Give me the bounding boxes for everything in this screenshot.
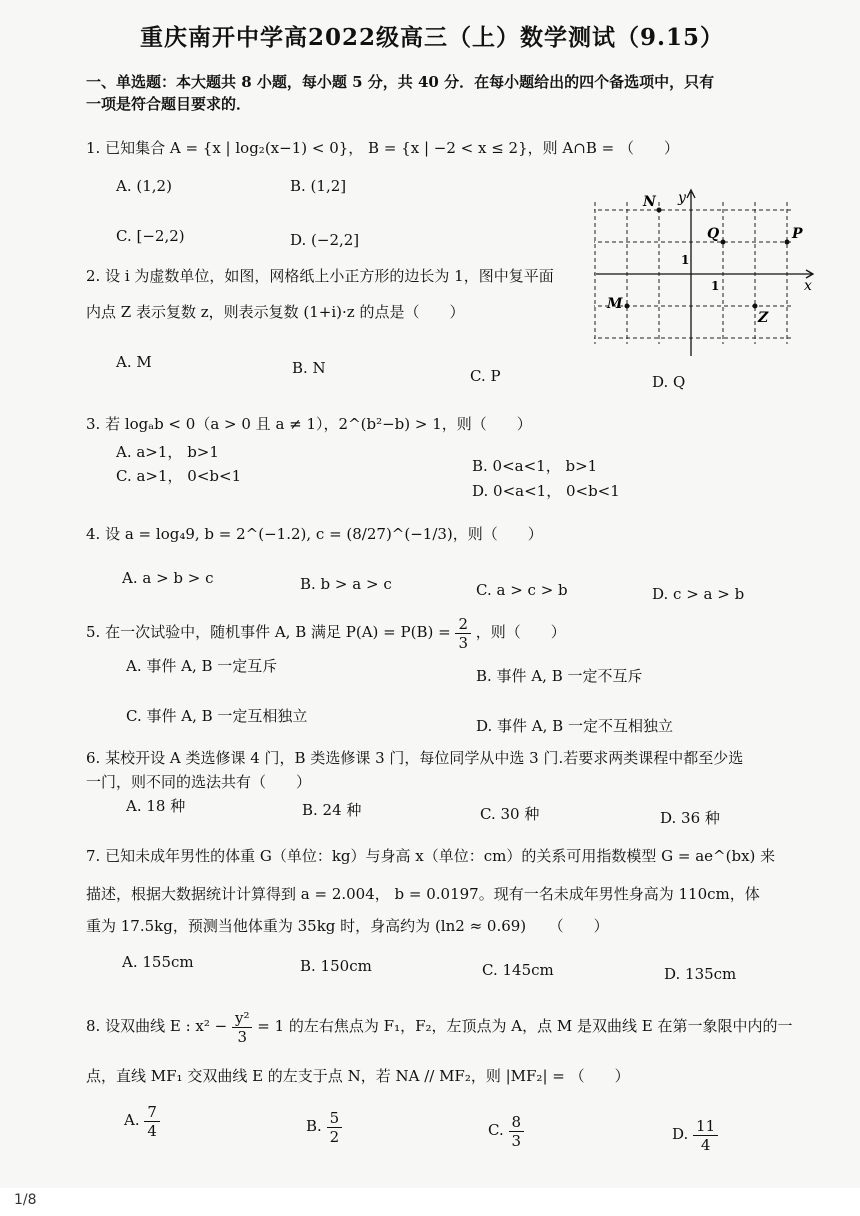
q4-option-d: D. c > a > b <box>652 585 745 603</box>
q3-option-a: A. a>1， b>1 <box>116 443 219 461</box>
q5-stem <box>86 612 566 652</box>
point-q <box>721 240 726 245</box>
point-n <box>657 208 662 213</box>
q8-option-c-den: 3 <box>511 1131 522 1150</box>
q8-stem-line2: 点，直线 MF₁ 交双曲线 E 的左支于点 N，若 NA // MF₂，则 |MF₂| = （ ） <box>86 1067 630 1085</box>
q8-stem-pre: 8. 设双曲线 E : x² − <box>86 1017 228 1035</box>
q8-option-c-fraction <box>509 1113 525 1150</box>
q6-option-a: A. 18 种 <box>126 797 186 815</box>
q3-option-c: C. a>1， 0<b<1 <box>116 467 242 485</box>
point-p <box>785 240 790 245</box>
q5-option-a: A. 事件 A, B 一定互斥 <box>126 657 278 675</box>
q5-frac-den: 3 <box>458 633 468 652</box>
q8-option-d-fraction <box>693 1117 718 1154</box>
q8-option-a-fraction <box>144 1103 160 1140</box>
q1-option-d: D. (−2,2] <box>290 231 360 249</box>
q8-option-a-num: 7 <box>144 1103 160 1122</box>
point-label-q: Q <box>707 226 720 242</box>
q8-option-d-num: 11 <box>693 1117 718 1136</box>
q5-option-d: D. 事件 A, B 一定不互相独立 <box>476 717 673 735</box>
q7-stem-line2: 描述，根据大数据统计计算得到 a = 2.004， b = 0.0197。现有一名未成年男性身高为 110cm，体 <box>86 885 760 903</box>
q4-option-a: A. a > b > c <box>122 569 214 587</box>
q4-option-b: B. b > a > c <box>300 575 392 593</box>
point-label-p: P <box>792 226 803 242</box>
q1-option-c: C. [−2,2) <box>116 227 185 245</box>
point-label-n: N <box>643 194 656 210</box>
q8-option-c-label: C. <box>488 1121 504 1139</box>
q7-stem-line3: 重为 17.5kg，预测当他体重为 35kg 时，身高约为 (ln2 ≈ 0.69) （ ） <box>86 917 609 935</box>
q2-option-d: D. Q <box>652 373 686 391</box>
q4-option-c: C. a > c > b <box>476 581 568 599</box>
q3-option-b: B. 0<a<1， b>1 <box>472 457 598 475</box>
point-m <box>625 304 630 309</box>
x-axis-label: x <box>804 278 812 294</box>
q8-option-d-label: D. <box>672 1125 689 1143</box>
q4-stem: 4. 设 a = log₄9, b = 2^(−1.2), c = (8/27)^(−1/3)，则（ ） <box>86 525 543 543</box>
q6-option-c: C. 30 种 <box>480 805 540 823</box>
q8-option-b-label: B. <box>306 1117 322 1135</box>
q5-fraction <box>455 615 471 652</box>
q5-option-c: C. 事件 A, B 一定互相独立 <box>126 707 308 725</box>
complex-plane-grid-figure <box>594 186 824 358</box>
q8-option-d-den: 4 <box>700 1135 711 1154</box>
q8-frac-den: 3 <box>237 1027 247 1046</box>
q8-option-a-den: 4 <box>147 1121 157 1140</box>
q8-stem-post: = 1 的左右焦点为 F₁，F₂，左顶点为 A，点 M 是双曲线 E 在第一象限中内的一 <box>257 1017 793 1035</box>
q8-option-b-den: 2 <box>329 1127 340 1146</box>
q1-option-a: A. (1,2) <box>116 177 172 195</box>
section-instruction-line2: 一项是符合题目要求的． <box>86 95 252 113</box>
q2-stem-line2: 内点 Z 表示复数 z，则表示复数 (1+i)·z 的点是（ ） <box>86 303 465 321</box>
q2-option-a: A. M <box>116 353 152 371</box>
q8-option-a <box>124 1100 160 1140</box>
q2-option-b: B. N <box>292 359 326 377</box>
q8-option-a-label: A. <box>124 1111 140 1129</box>
q3-stem: 3. 若 logₐb < 0（a > 0 且 a ≠ 1），2^(b²−b) > 1，则（ ） <box>86 415 532 433</box>
q8-option-b <box>306 1106 342 1146</box>
q8-fraction <box>232 1009 253 1046</box>
q8-option-c <box>488 1110 524 1150</box>
q7-option-a: A. 155cm <box>122 953 194 971</box>
q8-option-b-num: 5 <box>327 1109 343 1128</box>
q3-option-d: D. 0<a<1， 0<b<1 <box>472 482 620 500</box>
y-axis-label: y <box>678 190 686 206</box>
q8-frac-num: y² <box>232 1009 253 1028</box>
q5-option-b: B. 事件 A, B 一定不互斥 <box>476 667 643 685</box>
q6-option-b: B. 24 种 <box>302 801 362 819</box>
unit-y-label: 1 <box>681 253 690 267</box>
point-z <box>753 304 758 309</box>
unit-x-label: 1 <box>711 279 720 293</box>
q7-option-b: B. 150cm <box>300 957 372 975</box>
q6-option-d: D. 36 种 <box>660 809 720 827</box>
q8-option-d <box>672 1114 718 1154</box>
q6-stem-line1: 6. 某校开设 A 类选修课 4 门，B 类选修课 3 门，每位同学从中选 3 门.若要求两类课程中都至少选 <box>86 749 744 767</box>
q5-stem-pre: 5. 在一次试验中，随机事件 A, B 满足 P(A) = P(B) = <box>86 623 451 641</box>
q7-option-d: D. 135cm <box>664 965 737 983</box>
page-indicator: 1/8 <box>14 1192 37 1208</box>
point-label-m: M <box>607 296 623 312</box>
exam-title: 重庆南开中学高2022级高三（上）数学测试（9.15） <box>140 24 725 51</box>
q7-option-c: C. 145cm <box>482 961 554 979</box>
q6-stem-line2: 一门，则不同的选法共有（ ） <box>86 773 312 791</box>
q7-stem-line1: 7. 已知未成年男性的体重 G（单位：kg）与身高 x（单位：cm）的关系可用指数模型 G = ae^(bx) 来 <box>86 847 776 865</box>
q8-option-b-fraction <box>327 1109 343 1146</box>
q2-stem-line1: 2. 设 i 为虚数单位，如图，网格纸上小正方形的边长为 1，图中复平面 <box>86 267 554 285</box>
q2-option-c: C. P <box>470 367 501 385</box>
q8-option-c-num: 8 <box>509 1113 525 1132</box>
q5-stem-post: ，则（ ） <box>475 623 566 641</box>
point-label-z: Z <box>758 310 769 326</box>
q8-stem-line1 <box>86 1006 793 1046</box>
q1-stem: 1. 已知集合 A = {x | log₂(x−1) < 0}， B = {x | −2 < x ≤ 2}，则 A∩B = （ ） <box>86 139 679 157</box>
q5-frac-num: 2 <box>455 615 471 634</box>
page-footer-bar <box>0 1188 860 1216</box>
q1-option-b: B. (1,2] <box>290 177 347 195</box>
section-instruction-line1: 一、单选题：本大题共 8 小题，每小题 5 分，共 40 分．在每小题给出的四个备选项中，只有 <box>86 73 715 91</box>
